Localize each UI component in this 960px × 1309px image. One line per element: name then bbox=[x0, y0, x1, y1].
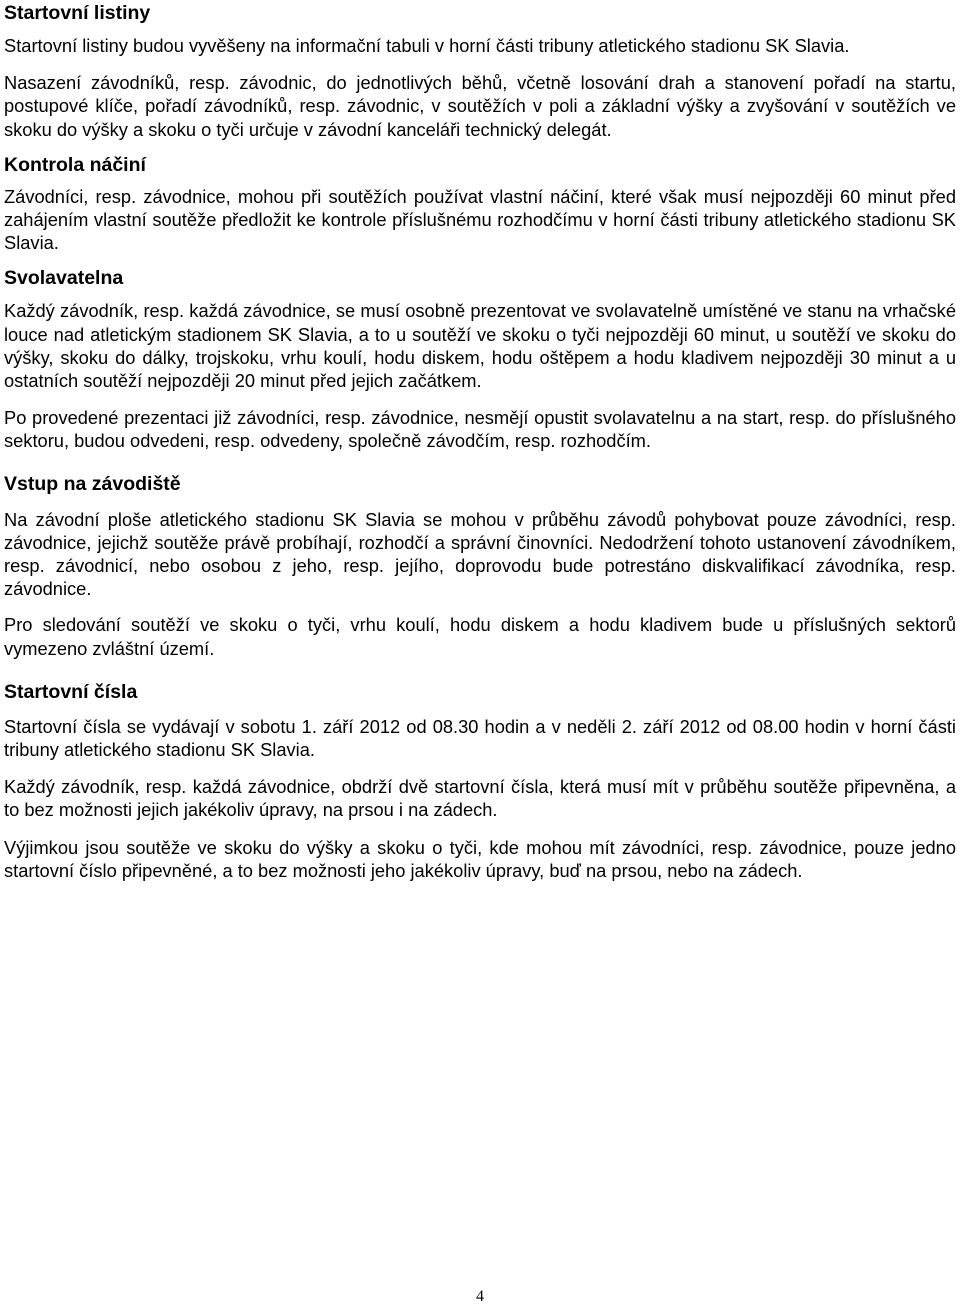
section-kontrola-nacini bbox=[4, 154, 956, 255]
paragraph: Po provedené prezentaci již závodníci, resp. závodnice, nesmějí opustit svolavatelnu a na start, resp. do příslušného sektoru, budou odvedeni, resp. odvedeny, společně závodčím, resp. rozhodčím. bbox=[4, 407, 956, 452]
paragraph: Závodníci, resp. závodnice, mohou při soutěžích používat vlastní náčiní, které však musí nejpozději 60 minut před zahájením vlastní soutěže předložit ke kontrole příslušnému rozhodčímu v horní části tribuny atletického stadionu SK Slavia. bbox=[4, 185, 956, 254]
section-heading: Startovní listiny bbox=[4, 2, 151, 24]
section-heading: Vstup na závodiště bbox=[4, 472, 181, 495]
section-vstup-na-zavodiste bbox=[4, 473, 956, 660]
paragraph: Nasazení závodníků, resp. závodnic, do jednotlivých běhů, včetně losování drah a stanovení pořadí na startu, postupové klíče, pořadí závodníků, resp. závodnic, v soutěžích v poli a základní výšky a zvyšování v soutěžích ve skoku do výšky a skoku o tyči určuje v závodní kanceláři technický delegát. bbox=[4, 72, 956, 140]
paragraph: Startovní listiny budou vyvěšeny na informační tabuli v horní části tribuny atletického stadionu SK Slavia. bbox=[4, 35, 850, 56]
section-startovni-cisla bbox=[4, 681, 956, 882]
section-heading: Svolavatelna bbox=[4, 267, 124, 290]
paragraph: Každý závodník, resp. každá závodnice, obdrží dvě startovní čísla, která musí mít v průběhu soutěže připevněna, a to bez možnosti jejich jakékoliv úpravy, na prsou i na zádech. bbox=[4, 776, 956, 821]
section-svolavatelna bbox=[4, 267, 956, 452]
page-number: 4 bbox=[476, 1288, 484, 1305]
section-heading: Startovní čísla bbox=[4, 680, 138, 703]
paragraph: Každý závodník, resp. každá závodnice, se musí osobně prezentovat ve svolavatelně umístěné ve stanu na vrhačské louce nad atletickým stadionem SK Slavia, a to u soutěží ve skoku o tyči nejpozději 60 minut, u soutěží ve skoku do výšky, skoku do dálky, trojskoku, vrhu koulí, hodu diskem, hodu oštěpem a hodu kladivem nejpozději 30 minut a u ostatních soutěží nejpozději 20 minut před jejich začátkem. bbox=[4, 300, 956, 392]
paragraph: Startovní čísla se vydávají v sobotu 1. září 2012 od 08.30 hodin a v neděli 2. září 2012 od 08.00 hodin v horní části tribuny atletického stadionu SK Slavia. bbox=[4, 715, 956, 761]
paragraph: Výjimkou jsou soutěže ve skoku do výšky a skoku o tyči, kde mohou mít závodníci, resp. závodnice, pouze jedno startovní číslo připevněné, a to bez možnosti jeho jakékoliv úpravy, buď na prsou, nebo na zádech. bbox=[4, 836, 956, 881]
paragraph: Pro sledování soutěží ve skoku o tyči, vrhu koulí, hodu diskem a hodu kladivem bude u příslušných sektorů vymezeno zvláštní území. bbox=[4, 614, 956, 659]
section-heading: Kontrola náčiní bbox=[4, 153, 146, 176]
section-startovni-listiny bbox=[4, 2, 956, 141]
paragraph: Na závodní ploše atletického stadionu SK Slavia se mohou v průběhu závodů pohybovat pouze závodníci, resp. závodnice, jejichž soutěže právě probíhají, rozhodčí a správní činovníci. Nedodržení tohoto ustanovení závodníkem, resp. závodnicí, nebo osobou z jeho, resp. jejího, doprovodu bude potrestáno diskvalifikací závodníka, resp. závodnice. bbox=[4, 508, 956, 600]
